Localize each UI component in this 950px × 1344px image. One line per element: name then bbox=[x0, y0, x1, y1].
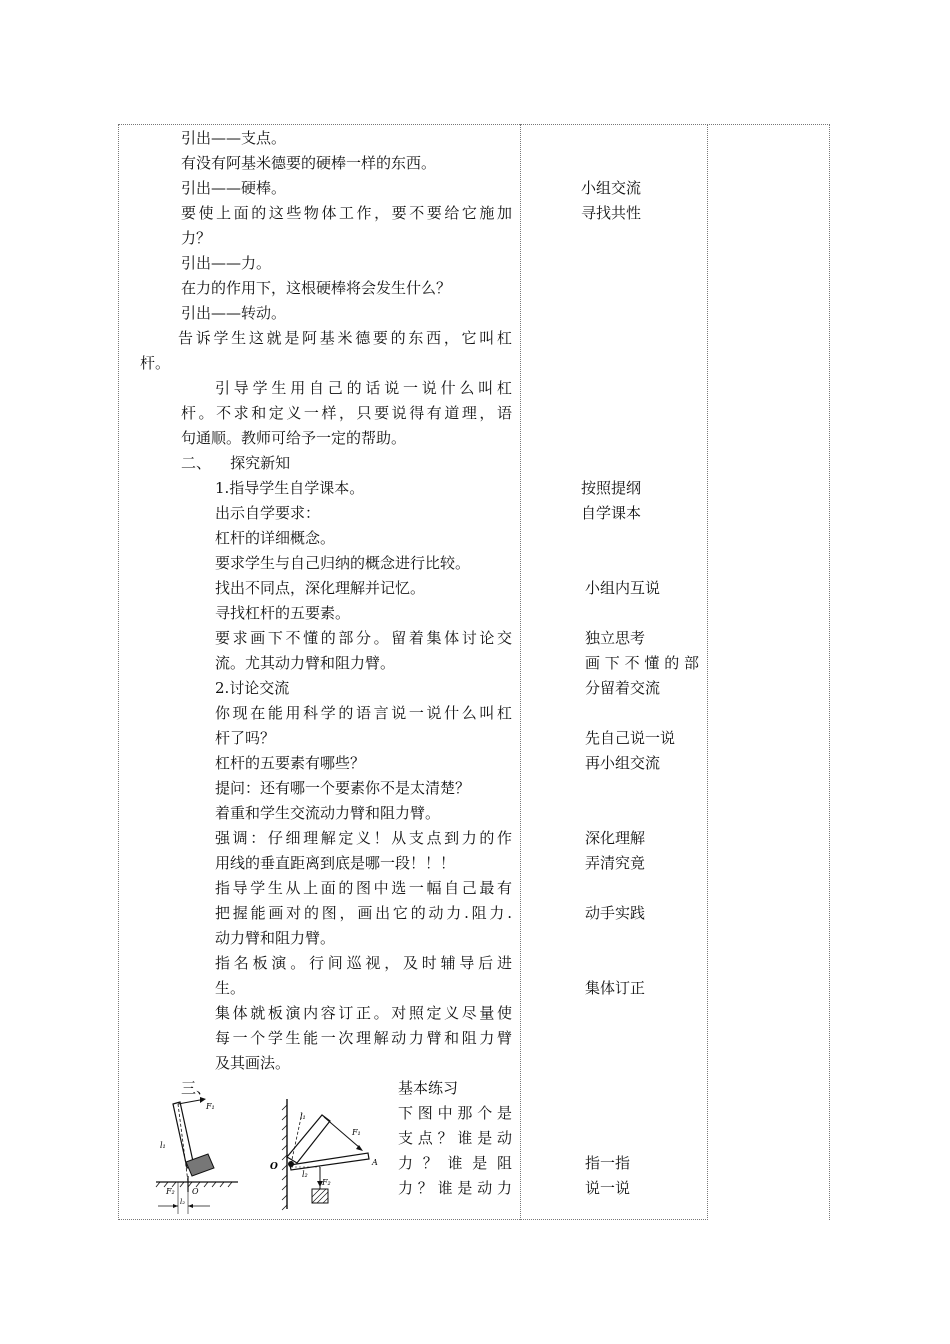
text-line: 杆。不求和定义一样，只要说得有道理，语 bbox=[181, 404, 512, 422]
text-line: 找出不同点，深化理解并记忆。 bbox=[215, 579, 426, 597]
text-line: 引出——支点。 bbox=[181, 129, 287, 147]
activity-note: 动手实践 bbox=[585, 904, 646, 922]
text-line: 力？ bbox=[181, 229, 212, 247]
fig2-label-a: A bbox=[372, 1158, 378, 1167]
text-line: 动力臂和阻力臂。 bbox=[215, 929, 336, 947]
fig1-label-f2: F₂ bbox=[166, 1187, 175, 1196]
fig2-label-f1: F₁ bbox=[352, 1128, 361, 1137]
text-line: 1.指导学生自学课本。 bbox=[215, 479, 365, 497]
text-line: 2.讨论交流 bbox=[215, 679, 290, 697]
text-line: 杠杆的详细概念。 bbox=[215, 529, 336, 547]
text-line: 杆。 bbox=[140, 354, 171, 372]
text-line: 集体就板演内容订正。对照定义尽量使 bbox=[215, 1004, 512, 1022]
text-line: 有没有阿基米德要的硬棒一样的东西。 bbox=[181, 154, 437, 172]
wall-lever-figure bbox=[268, 1093, 390, 1215]
text-line: 着重和学生交流动力臂和阻力臂。 bbox=[215, 804, 441, 822]
fig2-label-f2: F₂ bbox=[322, 1178, 331, 1187]
activity-note: 先自己说一说 bbox=[585, 729, 676, 747]
text-line: 力？谁是阻 bbox=[398, 1154, 512, 1172]
text-line: 指名板演。行间巡视，及时辅导后进 bbox=[215, 954, 512, 972]
activity-note: 深化理解 bbox=[585, 829, 646, 847]
text-line: 引出——力。 bbox=[181, 254, 272, 272]
column-divider-2 bbox=[707, 124, 708, 1220]
activity-note: 弄清究竟 bbox=[585, 854, 646, 872]
activity-note: 说一说 bbox=[585, 1179, 631, 1197]
text-line: 及其画法。 bbox=[215, 1054, 291, 1072]
text-line: 引导学生用自己的话说一说什么叫杠 bbox=[215, 379, 512, 397]
activity-note: 再小组交流 bbox=[585, 754, 661, 772]
fig2-label-l1: l₁ bbox=[300, 1112, 306, 1121]
activity-note: 独立思考 bbox=[585, 629, 646, 647]
text-line: 力？谁是动力 bbox=[398, 1179, 512, 1197]
text-line: 支点？谁是动 bbox=[398, 1129, 512, 1147]
text-line: 出示自学要求： bbox=[215, 504, 321, 522]
fig1-label-o: O bbox=[192, 1187, 199, 1196]
text-line: 提问：还有哪一个要素你不是太清楚？ bbox=[215, 779, 471, 797]
text-line: 杠杆的五要素有哪些？ bbox=[215, 754, 366, 772]
text-line: 基本练习 bbox=[398, 1079, 459, 1097]
activity-note: 自学课本 bbox=[581, 504, 642, 522]
text-line: 用线的垂直距离到底是哪一段！！！ bbox=[215, 854, 456, 872]
activity-note: 寻找共性 bbox=[581, 204, 642, 222]
text-line: 下图中那个是 bbox=[398, 1104, 512, 1122]
text-line: 要使上面的这些物体工作，要不要给它施加 bbox=[181, 204, 512, 222]
fig2-label-l2: l₂ bbox=[302, 1170, 308, 1179]
column-divider-1 bbox=[520, 124, 521, 1220]
text-line: 生。 bbox=[215, 979, 246, 997]
text-line: 强调：仔细理解定义！从支点到力的作 bbox=[215, 829, 512, 847]
activity-note: 画下不懂的部 bbox=[585, 654, 699, 672]
text-line: 要求学生与自己归纳的概念进行比较。 bbox=[215, 554, 471, 572]
fig1-label-l2: l₂ bbox=[180, 1198, 186, 1206]
text-line: 你现在能用科学的语言说一说什么叫杠 bbox=[215, 704, 512, 722]
table-top-border bbox=[118, 124, 830, 125]
text-line: 流。尤其动力臂和阻力臂。 bbox=[215, 654, 396, 672]
text-line: 杆了吗？ bbox=[215, 729, 276, 747]
text-line: 告诉学生这就是阿基米德要的东西，它叫杠 bbox=[178, 329, 512, 347]
activity-note: 小组内互说 bbox=[585, 579, 661, 597]
text-line: 每一个学生能一次理解动力臂和阻力臂 bbox=[215, 1029, 512, 1047]
activity-note: 分留着交流 bbox=[585, 679, 661, 697]
fig2-label-o: O bbox=[270, 1162, 278, 1172]
text-line: 把握能画对的图，画出它的动力.阻力. bbox=[215, 904, 512, 922]
text-line: 引出——硬棒。 bbox=[181, 179, 287, 197]
activity-note: 按照提纲 bbox=[581, 479, 642, 497]
text-line: 寻找杠杆的五要素。 bbox=[215, 604, 351, 622]
activity-note: 集体订正 bbox=[585, 979, 646, 997]
table-left-border bbox=[118, 124, 119, 1220]
text-line: 要求画下不懂的部分。留着集体讨论交 bbox=[215, 629, 512, 647]
section-heading: 三、 bbox=[181, 1079, 212, 1097]
hammer-lever-figure bbox=[148, 1096, 243, 1218]
text-line: 引出——转动。 bbox=[181, 304, 287, 322]
activity-note: 指一指 bbox=[585, 1154, 631, 1172]
text-line: 在力的作用下，这根硬棒将会发生什么？ bbox=[181, 279, 452, 297]
activity-note: 小组交流 bbox=[581, 179, 642, 197]
fig1-label-f1: F₁ bbox=[206, 1102, 215, 1111]
text-line: 句通顺。教师可给予一定的帮助。 bbox=[181, 429, 407, 447]
section-heading: 二、 探究新知 bbox=[181, 454, 291, 472]
table-right-border bbox=[829, 124, 830, 1220]
fig1-label-l1: l₁ bbox=[160, 1141, 166, 1150]
table-bottom-border bbox=[118, 1219, 708, 1220]
text-line: 指导学生从上面的图中选一幅自己最有 bbox=[215, 879, 512, 897]
